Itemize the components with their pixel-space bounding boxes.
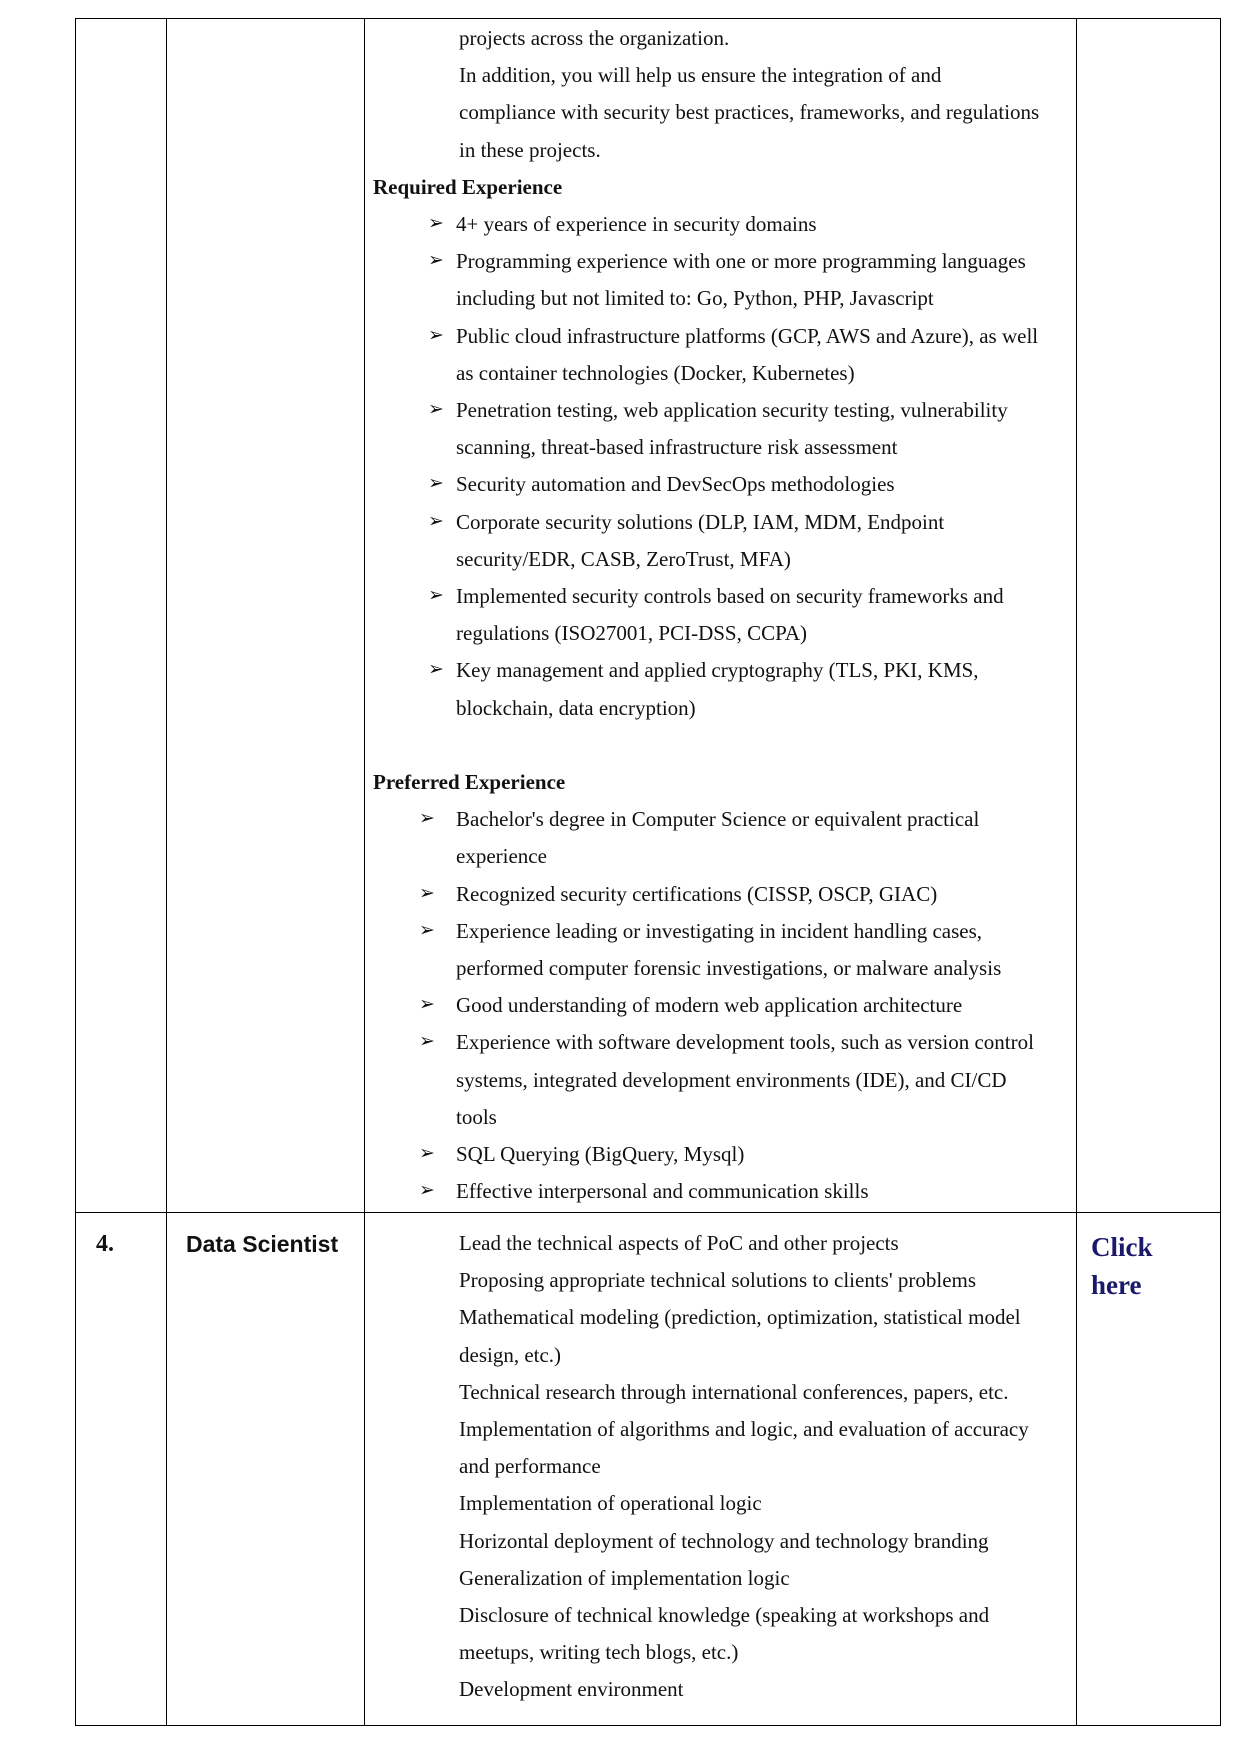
apply-link[interactable]	[1091, 1228, 1153, 1304]
required-item: scanning, threat-based infrastructure risk assessment	[456, 435, 898, 460]
required-item: Corporate security solutions (DLP, IAM, MDM, Endpoint	[456, 509, 945, 534]
duty-line: Lead the technical aspects of PoC and other projects	[459, 1231, 899, 1255]
duty-line: Horizontal deployment of technology and technology branding	[459, 1528, 989, 1553]
column-divider	[166, 19, 167, 1725]
required-item: as container technologies (Docker, Kubernetes)	[456, 360, 855, 385]
duty-line: Generalization of implementation logic	[459, 1565, 790, 1590]
apply-link-line1[interactable]: Click	[1091, 1232, 1153, 1262]
column-divider	[1076, 19, 1077, 1725]
preferred-item: Experience with software development tools, such as version control	[456, 1030, 1034, 1055]
column-divider	[364, 19, 365, 1725]
jobs-table	[75, 18, 1221, 1726]
required-item: regulations (ISO27001, PCI-DSS, CCPA)	[456, 621, 808, 646]
intro-line: projects across the organization.	[459, 26, 730, 50]
preferred-item: performed computer forensic investigations, or malware analysis	[456, 956, 1002, 980]
bullet-arrow-icon: ➢	[428, 250, 444, 272]
duty-line: Disclosure of technical knowledge (speaking at workshops and	[459, 1603, 990, 1627]
preferred-item: experience	[456, 844, 547, 869]
preferred-item: Good understanding of modern web application architecture	[456, 993, 963, 1018]
duty-line: Proposing appropriate technical solutions to clients' problems	[459, 1268, 977, 1293]
bullet-arrow-icon: ➢	[419, 1031, 435, 1053]
bullet-arrow-icon: ➢	[428, 399, 444, 420]
duty-line: design, etc.)	[459, 1342, 562, 1367]
bullet-arrow-icon: ➢	[428, 510, 444, 532]
required-item: Key management and applied cryptography (TLS, PKI, KMS,	[456, 658, 979, 683]
duty-line: Mathematical modeling (prediction, optimization, statistical model	[459, 1305, 1021, 1330]
duty-line: and performance	[459, 1454, 601, 1479]
preferred-item: systems, integrated development environments (IDE), and CI/CD	[456, 1067, 1007, 1092]
intro-line: In addition, you will help us ensure the integration of and	[459, 63, 942, 88]
required-item: including but not limited to: Go, Python, PHP, Javascript	[456, 286, 934, 311]
duty-line: Development environment	[459, 1677, 684, 1702]
required-item: Programming experience with one or more programming languages	[456, 249, 1026, 274]
preferred-item: Bachelor's degree in Computer Science or equivalent practical	[456, 807, 980, 832]
bullet-arrow-icon: ➢	[419, 882, 435, 904]
bullet-arrow-icon: ➢	[428, 659, 444, 681]
duty-line: Implementation of algorithms and logic, and evaluation of accuracy	[459, 1417, 1029, 1441]
duty-line: Implementation of operational logic	[459, 1491, 762, 1516]
job-title: Data Scientist	[186, 1231, 339, 1257]
required-item: Public cloud infrastructure platforms (GCP, AWS and Azure), as well	[456, 323, 1039, 348]
required-item: Implemented security controls based on security frameworks and	[456, 584, 1004, 608]
intro-line: compliance with security best practices, frameworks, and regulations	[459, 100, 1040, 125]
bullet-arrow-icon: ➢	[428, 213, 444, 234]
required-item: 4+ years of experience in security domains	[456, 212, 817, 236]
required-heading: Required Experience	[373, 174, 563, 199]
bullet-arrow-icon: ➢	[419, 1180, 435, 1202]
preferred-item: tools	[456, 1104, 497, 1129]
preferred-item: Effective interpersonal and communication skills	[456, 1179, 869, 1204]
preferred-item: SQL Querying (BigQuery, Mysql)	[456, 1142, 745, 1166]
bullet-arrow-icon: ➢	[428, 324, 444, 346]
row-number: 4.	[96, 1231, 114, 1257]
required-item: Penetration testing, web application security testing, vulnerability	[456, 398, 1008, 422]
required-item: Security automation and DevSecOps methodologies	[456, 472, 895, 497]
bullet-arrow-icon: ➢	[419, 994, 435, 1016]
bullet-arrow-icon: ➢	[428, 585, 444, 606]
bullet-arrow-icon: ➢	[419, 919, 435, 941]
duty-line: Technical research through international conferences, papers, etc.	[459, 1379, 1009, 1404]
row-divider	[76, 1212, 1220, 1213]
bullet-arrow-icon: ➢	[419, 808, 435, 830]
intro-line: in these projects.	[459, 137, 601, 162]
preferred-heading: Preferred Experience	[373, 770, 566, 794]
duty-line: meetups, writing tech blogs, etc.)	[459, 1640, 739, 1665]
preferred-item: Recognized security certifications (CISSP, OSCP, GIAC)	[456, 881, 938, 906]
preferred-item: Experience leading or investigating in incident handling cases,	[456, 918, 983, 943]
required-item: blockchain, data encryption)	[456, 695, 696, 720]
required-item: security/EDR, CASB, ZeroTrust, MFA)	[456, 546, 791, 571]
apply-link-line2[interactable]: here	[1091, 1270, 1142, 1300]
bullet-arrow-icon: ➢	[428, 473, 444, 495]
bullet-arrow-icon: ➢	[419, 1143, 435, 1164]
